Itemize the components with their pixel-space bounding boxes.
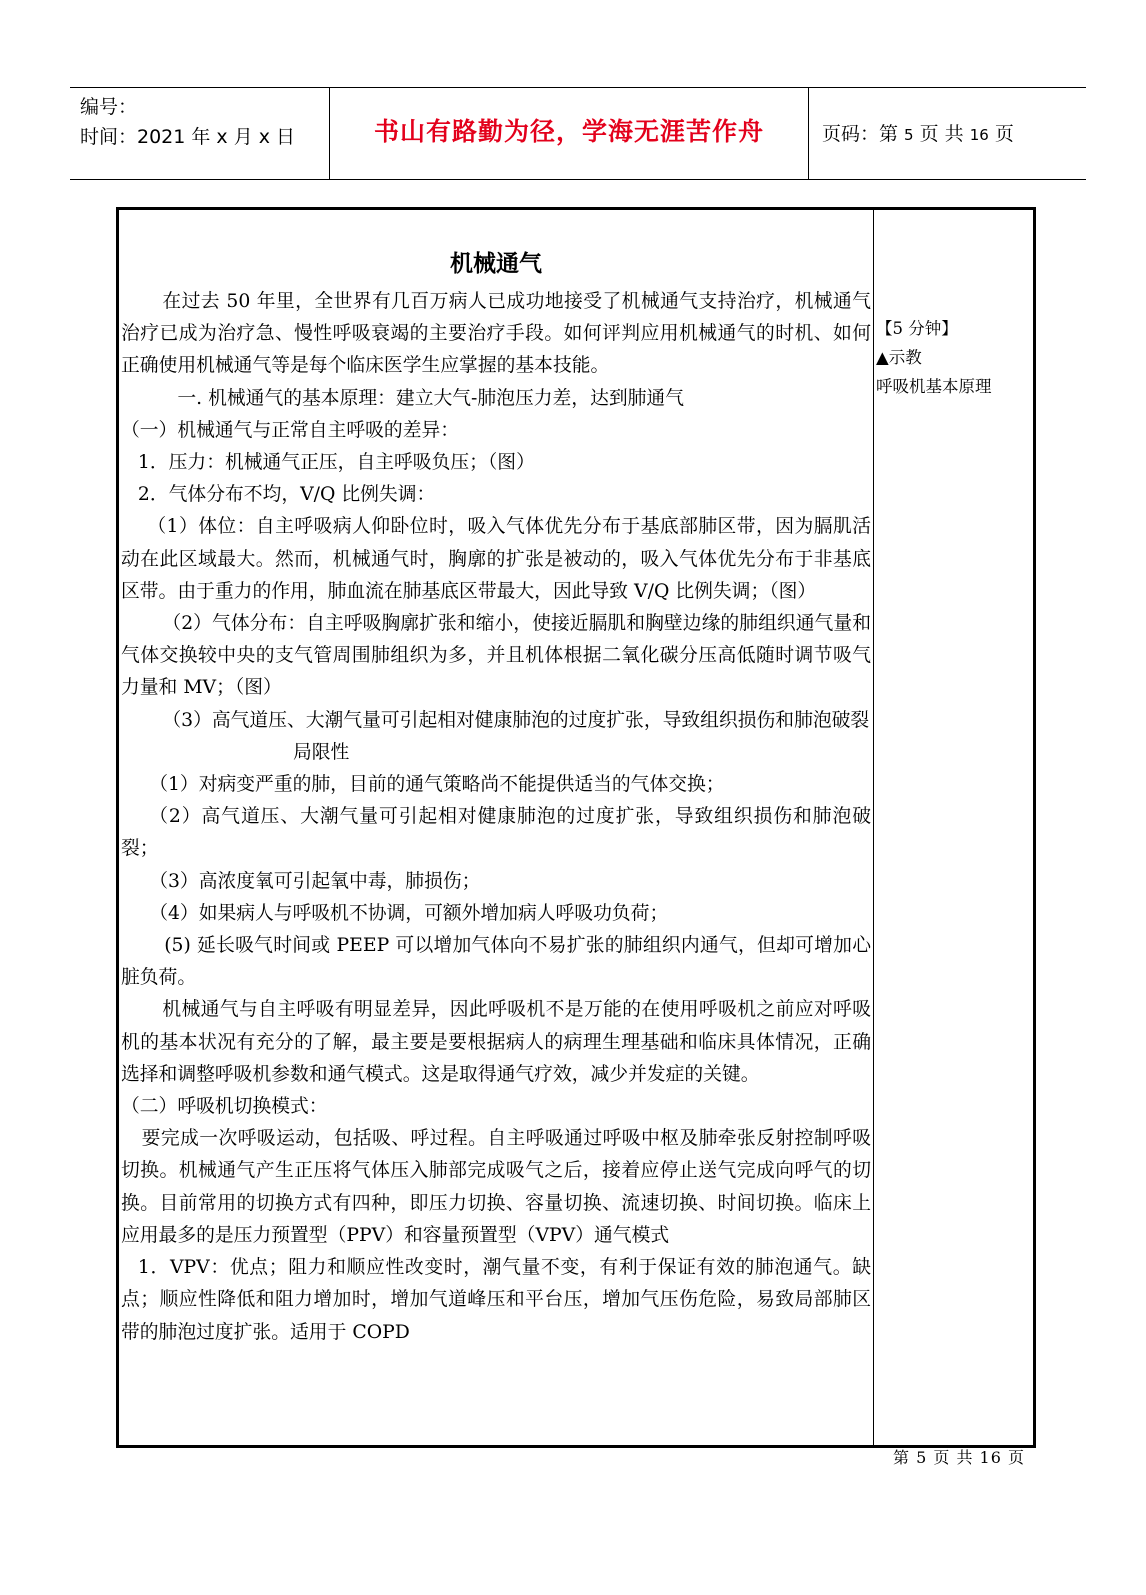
header-divider-left (329, 87, 330, 179)
lesson-table (116, 207, 1036, 1448)
document-title: 机械通气 (450, 251, 542, 277)
subsection-heading-2: （二）呼吸机切换模式： (121, 1096, 328, 1118)
limitation-item-2: （2）高气道压、大潮气量可引起相对健康肺泡的过度扩张，导致组织损伤和肺泡破裂； (121, 806, 871, 860)
page-mid: 页 共 (913, 123, 970, 145)
paragraph-summary: 机械通气与自主呼吸有明显差异，因此呼吸机不是万能的在使用呼吸机之前应对呼吸机的基本状况有充分的了解，最主要是要根据病人的病理生理基础和临床具体情况，正确选择和调整呼吸机参数和通气模式。这是取得通气疗效，减少并发症的关键。 (121, 999, 871, 1085)
note-demo: ▲示教 (876, 348, 922, 367)
limitation-item-1: （1）对病变严重的肺，目前的通气策略尚不能提供适当的气体交换； (149, 774, 725, 796)
header-divider-right (808, 87, 809, 179)
page-suffix: 页 (988, 123, 1014, 145)
table-column-divider (873, 210, 874, 1445)
paragraph-high-pressure: （3）高气道压、大潮气量可引起相对健康肺泡的过度扩张，导致组织损伤和肺泡破裂 (162, 709, 870, 731)
limitation-item-3: （3）高浓度氧可引起氧中毒，肺损伤； (149, 870, 481, 892)
limitations-heading: 局限性 (293, 741, 350, 763)
paragraph-posture: （1）体位：自主呼吸病人仰卧位时，吸入气体优先分布于基底部肺区带，因为膈肌活动在此区域最大。然而，机械通气时，胸廓的扩张是被动的，吸入气体优先分布于非基底区带。由于重力的作用，肺血流在肺基底区带最大，因此导致 V/Q 比例失调；（图） (121, 516, 871, 602)
header-bottom-rule (70, 179, 1086, 180)
header-meta (80, 92, 325, 152)
header-page-indicator (822, 119, 1014, 146)
teaching-notes (876, 314, 1031, 401)
limitation-item-4: （4）如果病人与呼吸机不协调，可额外增加病人呼吸功负荷； (149, 902, 669, 924)
subsection-heading-1: （一）机械通气与正常自主呼吸的差异： (121, 419, 460, 441)
note-duration: 【5 分钟】 (876, 319, 958, 338)
paragraph-vpv: 1．VPV：优点；阻力和顺应性改变时，潮气量不变，有利于保证有效的肺泡通气。缺点；顺应性降低和阻力增加时，增加气道峰压和平台压，增加气压伤危险，易致局部肺区带的肺泡过度扩张。适用于 COPD (121, 1257, 871, 1343)
note-topic: 呼吸机基本原理 (876, 377, 992, 396)
lesson-content (121, 242, 871, 1349)
footer-page-number: 第 5 页 共 16 页 (893, 1448, 1025, 1467)
header-top-rule (70, 87, 1086, 88)
limitation-item-5: (5) 延长吸气时间或 PEEP 可以增加气体向不易扩张的肺组织内通气，但却可增加心脏负荷。 (121, 935, 871, 989)
page-current: 5 (904, 126, 914, 144)
document-time: 时间：2021 年 x 月 x 日 (80, 126, 296, 148)
header-motto: 书山有路勤为径，学海无涯苦作舟 (373, 117, 764, 146)
paragraph-intro: 在过去 50 年里，全世界有几百万病人已成功地接受了机械通气支持治疗，机械通气治疗已成为治疗急、慢性呼吸衰竭的主要治疗手段。如何评判应用机械通气的时机、如何正确使用机械通气等是每个临床医学生应掌握的基本技能。 (121, 291, 871, 377)
page-total: 16 (969, 126, 989, 144)
document-number-label: 编号： (80, 96, 138, 118)
page-prefix: 页码：第 (822, 123, 905, 145)
paragraph-switching: 要完成一次呼吸运动，包括吸、呼过程。自主呼吸通过呼吸中枢及肺牵张反射控制呼吸切换。机械通气产生正压将气体压入肺部完成吸气之后，接着应停止送气完成向呼气的切换。目前常用的切换方式有四种，即压力切换、容量切换、流速切换、时间切换。临床上应用最多的是压力预置型（PPV）和容量预置型（VPV）通气模式 (121, 1128, 871, 1246)
section-heading-1: 一. 机械通气的基本原理：建立大气-肺泡压力差，达到肺通气 (177, 387, 684, 409)
paragraph-gas-distribution: （2）气体分布：自主呼吸胸廓扩张和缩小，使接近膈肌和胸壁边缘的肺组织通气量和气体交换较中央的支气管周围肺组织为多，并且机体根据二氧化碳分压高低随时调节吸气力量和 MV；（图） (121, 613, 871, 699)
list-item-pressure: 1．压力：机械通气正压，自主呼吸负压；（图） (137, 452, 535, 474)
list-item-distribution: 2．气体分布不均，V/Q 比例失调： (137, 484, 436, 506)
